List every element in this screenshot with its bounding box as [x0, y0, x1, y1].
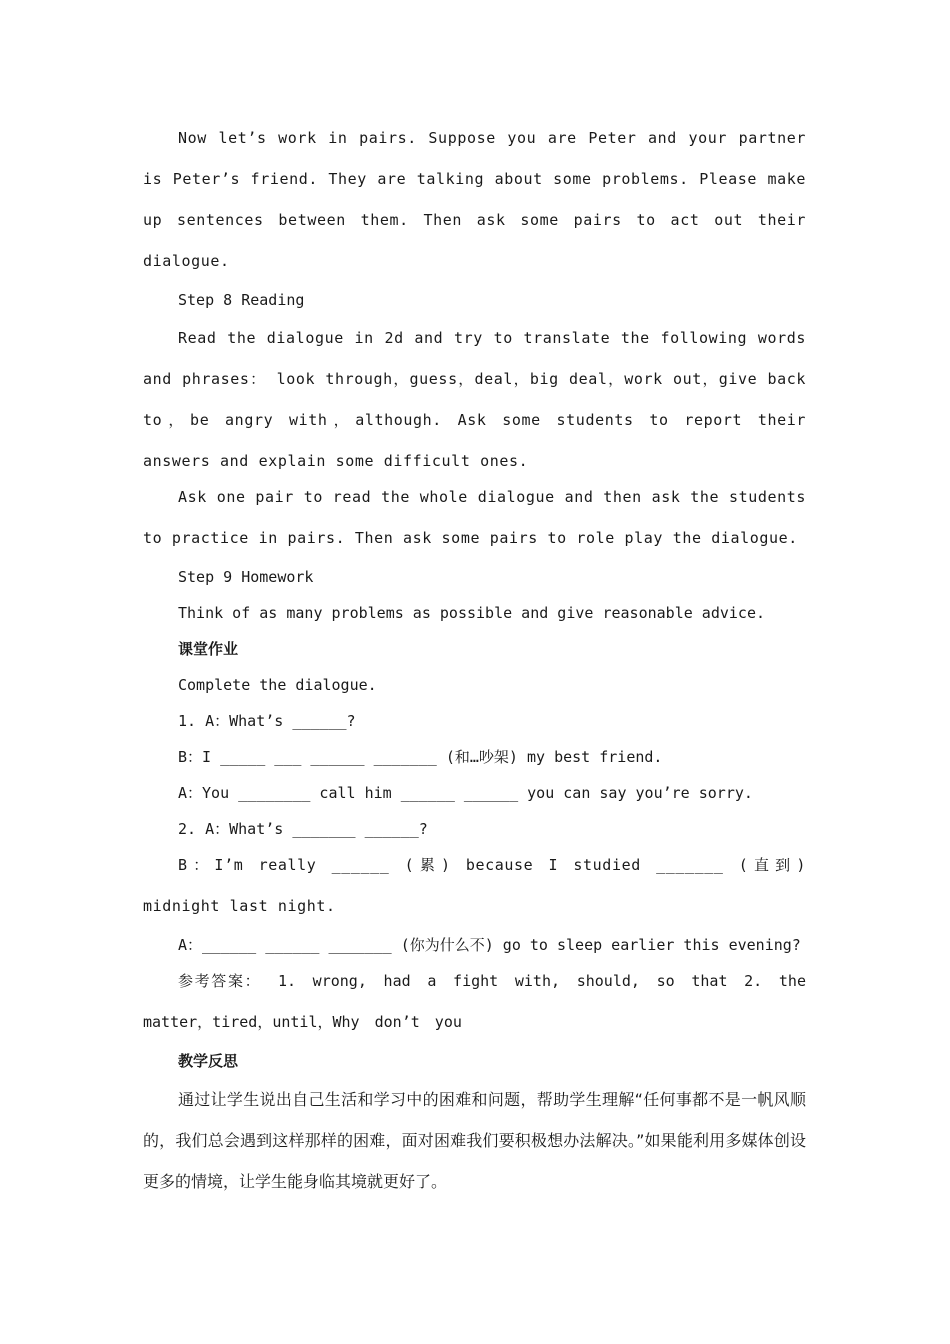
dialogue-line-3: A：You ________ call him ______ ______ you can say you’re sorry.: [178, 784, 753, 802]
step9-heading: Step 9 Homework: [178, 568, 314, 586]
dialogue-line-5: B：I’m really ______ (累) because I studied _______ (直到) midnight last night.: [143, 856, 806, 915]
classwork-instruction: Complete the dialogue.: [178, 676, 377, 694]
reflection-text: 通过让学生说出自己生活和学习中的困难和问题，帮助学生理解“任何事都不是一帆风顺的，我们总会遇到这样那样的困难，面对困难我们要积极想办法解决。”如果能利用多媒体创设更多的情境，让学生能身临其境就更好了。: [143, 1090, 806, 1191]
dialogue-line-1: 1. A：What’s ______?: [178, 712, 356, 730]
step9-text: Think of as many problems as possible and give reasonable advice.: [178, 604, 765, 622]
step8-paragraph-1: Read the dialogue in 2d and try to translate the following words and phrases： look through，guess，deal，big deal，work out，give back to，be angry with，although. Ask some students to report their answers and explain some difficult ones.: [143, 329, 806, 470]
classwork-heading: 课堂作业: [178, 640, 239, 658]
step8-paragraph-2: Ask one pair to read the whole dialogue and then ask the students to practice in pairs. Then ask some pairs to role play the dialogue.: [143, 488, 806, 547]
dialogue-line-4: 2. A：What’s _______ ______?: [178, 820, 428, 838]
step8-heading: Step 8 Reading: [178, 291, 305, 309]
document-body: [143, 118, 806, 1202]
reflection-heading: 教学反思: [178, 1052, 239, 1070]
dialogue-line-6: A：______ ______ _______ (你为什么不) go to sleep earlier this evening?: [178, 936, 801, 954]
pair-work-paragraph: Now let’s work in pairs. Suppose you are Peter and your partner is Peter’s friend. They are talking about some problems. Please make up sentences between them. Then ask some pairs to act out their dialogue.: [143, 129, 806, 270]
answer-key: 参考答案： 1. wrong, had a fight with, should, so that 2. the matter，tired，until，Why don’t you: [143, 972, 806, 1031]
dialogue-line-2: B：I _____ ___ ______ _______ (和…吵架) my best friend.: [178, 748, 663, 766]
